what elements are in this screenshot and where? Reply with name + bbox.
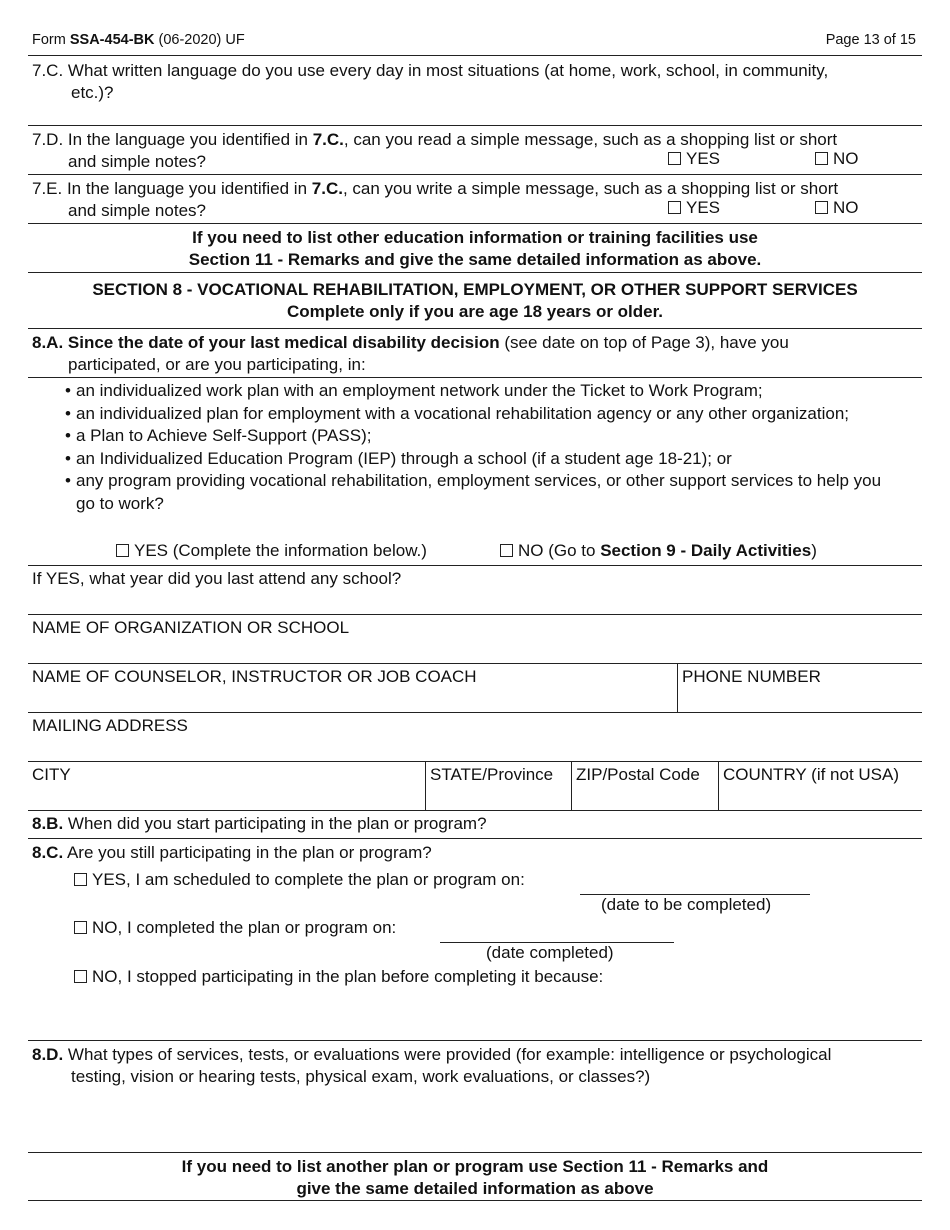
checkbox-7d-yes[interactable]: YES bbox=[668, 149, 720, 169]
education-notice: If you need to list other education information or training facilities use Section 11 - Remarks and give the same detailed information as above. bbox=[188, 228, 762, 269]
question-8b: 8.B. When did you start participating in the plan or program? bbox=[32, 814, 487, 833]
checkbox-icon bbox=[74, 970, 87, 983]
checkbox-8c-yes[interactable]: YES, I am scheduled to complete the plan or program on: bbox=[74, 870, 525, 890]
question-8d: 8.D. What types of services, tests, or evaluations were provided (for example: intelligence or psychological testing, vision or hearing tests, physical exam, work evaluations, or classes?) bbox=[32, 1045, 832, 1086]
divider bbox=[28, 377, 922, 378]
divider bbox=[28, 55, 922, 56]
divider bbox=[28, 838, 922, 839]
divider bbox=[28, 1040, 922, 1041]
checkbox-icon bbox=[815, 152, 828, 165]
list-item: • any program providing vocational rehabilitation, employment services, or other support services to help you go to work? bbox=[62, 470, 902, 515]
date-caption: (date to be completed) bbox=[601, 895, 772, 914]
divider bbox=[28, 272, 922, 273]
checkbox-icon bbox=[668, 152, 681, 165]
org-field-label: NAME OF ORGANIZATION OR SCHOOL bbox=[32, 618, 350, 637]
divider bbox=[425, 761, 426, 810]
country-field-label: COUNTRY (if not USA) bbox=[723, 765, 900, 784]
checkbox-7e-yes[interactable]: YES bbox=[668, 198, 720, 218]
question-7d: 7.D. In the language you identified in 7.C., can you read a simple message, such as a shopping list or short and simple notes? bbox=[32, 130, 838, 171]
checkbox-8a-yes[interactable]: YES (Complete the information below.) bbox=[116, 541, 427, 561]
zip-field-label: ZIP/Postal Code bbox=[576, 765, 700, 784]
divider bbox=[28, 565, 922, 566]
divider bbox=[28, 174, 922, 175]
question-7e: 7.E. In the language you identified in 7.C., can you write a simple message, such as a shopping list or short and simple notes? bbox=[32, 179, 839, 220]
divider bbox=[28, 810, 922, 811]
answer-area-7c[interactable] bbox=[28, 125, 922, 126]
plan-notice: If you need to list another plan or program use Section 11 - Remarks and give the same detailed information as above bbox=[181, 1157, 769, 1198]
phone-field-label: PHONE NUMBER bbox=[682, 667, 821, 686]
section-8-heading: SECTION 8 - VOCATIONAL REHABILITATION, EMPLOYMENT, OR OTHER SUPPORT SERVICES Complete only if you are age 18 years or older. bbox=[92, 280, 858, 321]
checkbox-icon bbox=[116, 544, 129, 557]
checkbox-7d-no[interactable]: NO bbox=[815, 149, 859, 169]
counselor-field-label: NAME OF COUNSELOR, INSTRUCTOR OR JOB COACH bbox=[32, 667, 477, 686]
checkbox-icon bbox=[74, 921, 87, 934]
year-input-line[interactable] bbox=[28, 614, 922, 615]
checkbox-icon bbox=[500, 544, 513, 557]
divider bbox=[677, 663, 678, 712]
checkbox-8a-no[interactable]: NO (Go to Section 9 - Daily Activities) bbox=[500, 541, 817, 561]
list-item: • a Plan to Achieve Self-Support (PASS); bbox=[62, 425, 902, 448]
program-list bbox=[62, 380, 902, 516]
state-field-label: STATE/Province bbox=[430, 765, 554, 784]
checkbox-icon bbox=[815, 201, 828, 214]
form-identifier: Form SSA-454-BK (06-2020) UF bbox=[32, 32, 245, 48]
divider bbox=[28, 1200, 922, 1201]
org-input-line[interactable] bbox=[28, 663, 922, 664]
question-8a: 8.A. Since the date of your last medical disability decision (see date on top of Page 3), have you participated, or are you participating, in: bbox=[32, 333, 789, 374]
list-item: • an Individualized Education Program (IEP) through a school (if a student age 18-21); or bbox=[62, 448, 902, 471]
city-field-label: CITY bbox=[32, 765, 71, 784]
checkbox-icon bbox=[668, 201, 681, 214]
date-caption: (date completed) bbox=[486, 943, 614, 962]
page-number: Page 13 of 15 bbox=[825, 32, 916, 48]
counselor-input-line[interactable] bbox=[28, 712, 922, 713]
divider bbox=[718, 761, 719, 810]
checkbox-7e-no[interactable]: NO bbox=[815, 198, 859, 218]
question-8c: 8.C. Are you still participating in the plan or program? bbox=[32, 843, 432, 862]
checkbox-8c-stopped[interactable]: NO, I stopped participating in the plan before completing it because: bbox=[74, 967, 603, 987]
address-field-label: MAILING ADDRESS bbox=[32, 716, 188, 735]
year-question: If YES, what year did you last attend any school? bbox=[32, 569, 402, 588]
divider bbox=[571, 761, 572, 810]
address-input-line[interactable] bbox=[28, 761, 922, 762]
divider bbox=[28, 1152, 922, 1153]
divider bbox=[28, 328, 922, 329]
list-item: • an individualized plan for employment with a vocational rehabilitation agency or any other organization; bbox=[62, 403, 902, 426]
question-7c: 7.C. What written language do you use every day in most situations (at home, work, school, in community, etc.)? bbox=[32, 61, 829, 102]
divider bbox=[28, 223, 922, 224]
checkbox-icon bbox=[74, 873, 87, 886]
list-item: • an individualized work plan with an employment network under the Ticket to Work Program; bbox=[62, 380, 902, 403]
checkbox-8c-completed[interactable]: NO, I completed the plan or program on: bbox=[74, 918, 396, 938]
